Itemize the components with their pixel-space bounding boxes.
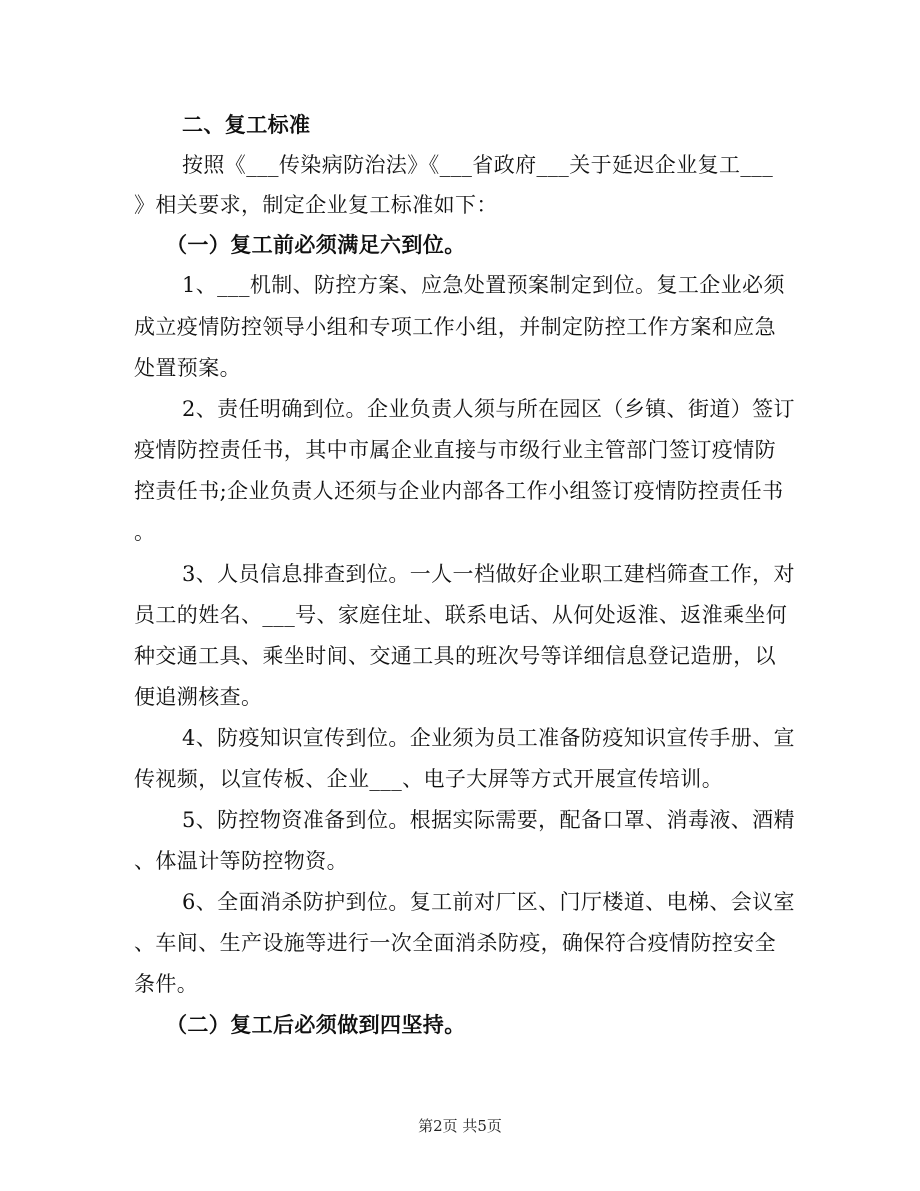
- section-heading: 二、复工标准: [182, 112, 311, 137]
- item-5-line: 5、防控物资准备到位。根据实际需要，配备口罩、消毒液、酒精: [182, 808, 795, 832]
- item-1-line: 成立疫情防控领导小组和专项工作小组，并制定防控工作方案和应急: [134, 315, 776, 339]
- item-5-line: 、体温计等防控物资。: [134, 849, 348, 873]
- item-3-line: 便追溯核查。: [134, 685, 263, 709]
- page-footer: 第2页 共5页: [418, 1117, 502, 1135]
- item-3-line: 种交通工具、乘坐时间、交通工具的班次号等详细信息登记造册，以: [134, 644, 776, 668]
- intro-line: 》相关要求，制定企业复工标准如下：: [134, 193, 498, 217]
- item-4-line: 传视频，以宣传板、企业___、电子大屏等方式开展宣传培训。: [134, 767, 724, 791]
- item-6-line: 条件。: [134, 972, 199, 996]
- item-2-line: 控责任书;企业负责人还须与企业内部各工作小组签订疫情防控责任书: [134, 479, 784, 503]
- sub-heading-after-resumption: （二）复工后必须做到四坚持。: [166, 1012, 466, 1037]
- item-2-line: 2、责任明确到位。企业负责人须与所在园区（乡镇、街道）签订: [182, 397, 795, 421]
- item-6-line: 、车间、生产设施等进行一次全面消杀防疫，确保符合疫情防控安全: [134, 931, 776, 955]
- item-2-line: 疫情防控责任书，其中市属企业直接与市级行业主管部门签订疫情防: [134, 438, 776, 462]
- item-3-line: 3、人员信息排查到位。一人一档做好企业职工建档筛查工作，对: [182, 562, 795, 586]
- sub-heading-before-resumption: （一）复工前必须满足六到位。: [166, 232, 466, 257]
- item-1-line: 1、___机制、防控方案、应急处置预案制定到位。复工企业必须: [182, 273, 785, 297]
- item-3-line: 员工的姓名、___号、家庭住址、联系电话、从何处返淮、返淮乘坐何: [134, 603, 788, 627]
- item-6-line: 6、全面消杀防护到位。复工前对厂区、门厅楼道、电梯、会议室: [182, 890, 795, 914]
- item-2-line: 。: [134, 520, 156, 544]
- intro-line: 按照《___传染病防治法》《___省政府___关于延迟企业复工___: [182, 153, 774, 177]
- item-4-line: 4、防疫知识宣传到位。企业须为员工准备防疫知识宣传手册、宣: [182, 726, 795, 750]
- item-1-line: 处置预案。: [134, 356, 241, 380]
